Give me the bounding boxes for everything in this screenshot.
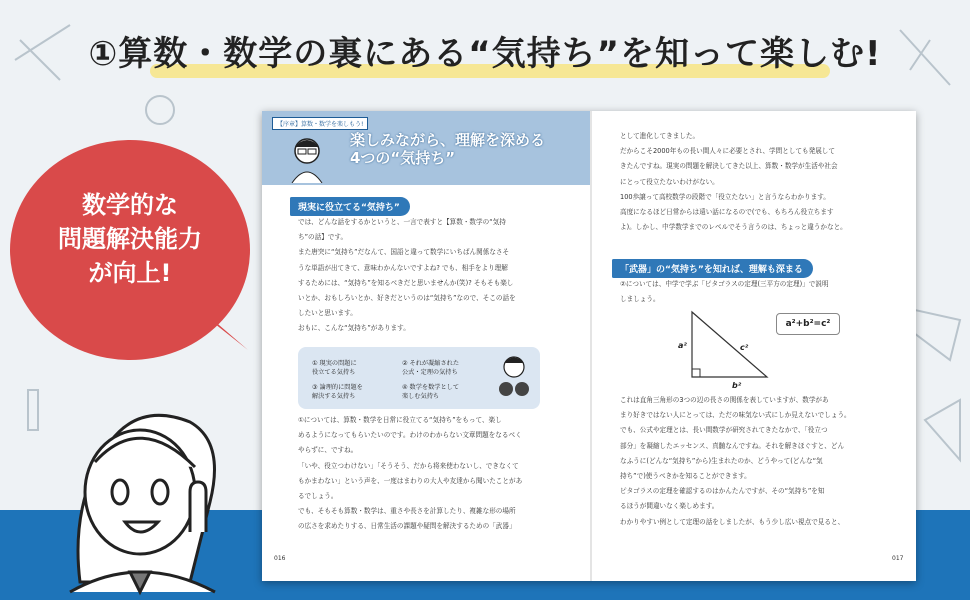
right-body-2: ②については、中学で学ぶ「ピタゴラスの定理(三平方の定理)」で説明 しましょう。 bbox=[620, 280, 829, 304]
left-body-1: では、どんな話をするかというと、一言で表すと【算数・数学の“気持 ち”の話】です。 また唐突に“気持ち”だなんて、国語と違って数学にいちばん関係なさそ うな単語が出てきて、意味わかんないですよね? でも、相手をより理解 するためには、“気持ち”を知るべきだと思いませんか(笑)? そもそも楽し いとか、おもしろいとか、好きだというのは“気持ち”なので、そこの話を したいと思います。 おもに、こんな“気持ち”があります。 bbox=[298, 218, 516, 333]
summary-item-2: ② それが凝縮された 公式・定理の気持ち bbox=[402, 360, 460, 376]
right-body-3: これは直角三角形の3つの辺の長さの関係を表していますが、数学があ まり好きではない人にとっては、ただの味気ない式にしか見えないでしょう。 でも、公式や定理とは、長い間数学が研究されてきたなかで、「役立つ 部分」を凝縮したエッセンス、真髄なんですね。それを解きほぐすと、どん なふうに(どんな“気持ち”から)生まれたのか、どうやって(どんな“気 持ち”で)使うべきかを知ることができます。 ピタゴラスの定理を確認するのはかんたんですが、その“気持ち”を知 るほうが間違いなく楽しめます。 わかりやすい例として定理の話をしましたが、もう少し広い視点で見ると、 bbox=[620, 396, 851, 526]
student-girl-illustration bbox=[40, 382, 240, 600]
section-heading-right: 「武器」の“気持ち”を知れば、理解も深まる bbox=[612, 259, 813, 278]
right-page bbox=[592, 111, 916, 581]
page-headline: ①算数・数学の裏にある“気持ち”を知って楽しむ! bbox=[88, 34, 882, 74]
left-page bbox=[262, 111, 590, 581]
chapter-header bbox=[262, 111, 590, 185]
right-body-1: として進化してきました。 だからこそ2000年もの長い間人々に必要とされ、学問としても発展して きたんですね。現実の問題を解決してきた以上、算数・数学が生活や社会 にとって役立たないわけがない。 100歩譲って高校数学の段階で「役立たない」と言うならわかります。 高度になるほど日常からは遠い話になるので(でも、もちろん役立ちます よ)。しかし、中学数学までのレベルでそう言うのは、ちょっと違うかなと。 bbox=[620, 132, 847, 232]
label-b: b² bbox=[732, 381, 742, 390]
summary-item-1: ① 現実の問題に 役立てる気持ち bbox=[312, 360, 357, 376]
label-c: c² bbox=[740, 343, 749, 352]
label-a: a² bbox=[678, 341, 687, 350]
right-triangle-diagram bbox=[682, 307, 772, 387]
summary-item-4: ④ 数学を数学として 楽しむ気持ち bbox=[402, 384, 460, 400]
page-number-left: 016 bbox=[274, 555, 286, 562]
bubble-text: 数学的な 問題解決能力 が向上! bbox=[58, 191, 202, 287]
pythagorean-formula: a²+b²=c² bbox=[776, 313, 840, 335]
summary-item-3: ③ 論理的に問題を 解決する気持ち bbox=[312, 384, 363, 400]
four-feelings-summary bbox=[298, 347, 540, 409]
author-thumbs-icon bbox=[494, 353, 534, 405]
book-spread bbox=[262, 111, 916, 581]
chapter-tag: 【序章】算数・数学を楽しもう! bbox=[272, 117, 368, 130]
left-body-2: ①については、算数・数学を日常に役立てる“気持ち”をもって、楽し めるようになってもらいたいのです。わけのわからない文章問題をなるべく やらずに、ですね。 「いや、役立つわけない」「そうそう、だから将来使わないし、できなくて もかまわない」という声を、一度はまわりの大人や友達から聞いたことがあ るでしょう。 でも、そもそも算数・数学は、重さや長さを計算したり、複雑な形の場所 の広さを求めたりする、日常生活の課題や疑問を解決するための「武器」 bbox=[298, 416, 523, 531]
chapter-title: 楽しみながら、理解を深める 4つの“気持ち” bbox=[350, 131, 546, 167]
section-heading-left: 現実に役立てる“気持ち” bbox=[290, 197, 410, 216]
page-number-right: 017 bbox=[892, 555, 904, 562]
author-face-icon bbox=[282, 131, 332, 183]
bubble-tail bbox=[190, 300, 250, 360]
